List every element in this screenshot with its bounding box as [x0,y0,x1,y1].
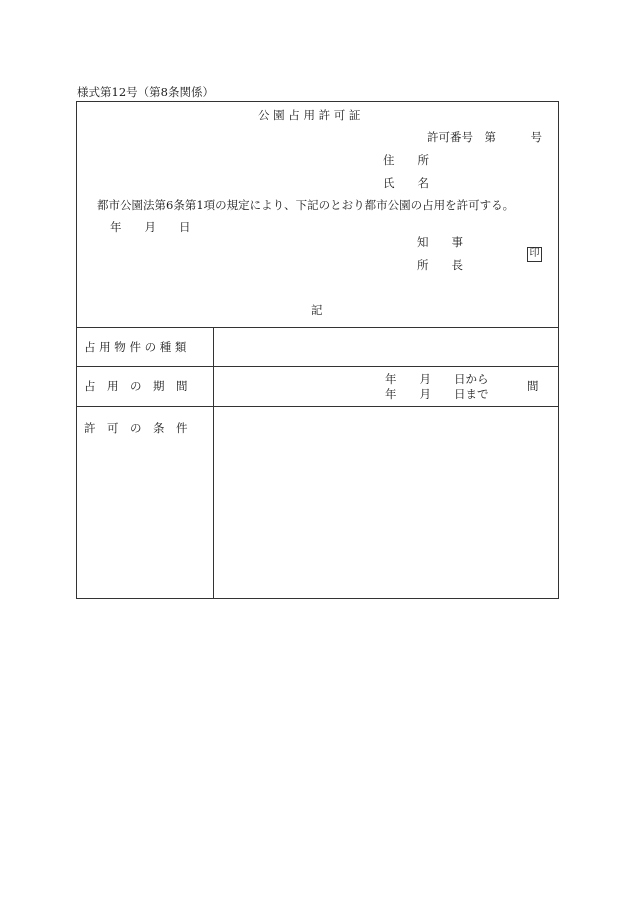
table-top-rule [76,327,558,328]
seal-mark: 印 [527,247,542,262]
governor-label: 知 事 [417,235,463,249]
record-label: 記 [311,303,323,317]
table-row-permit-conditions: 許 可 の 条 件 [84,421,188,435]
table-row-occupancy-period: 占 用 の 期 間 [84,379,188,393]
table-row-rule-1 [76,366,558,367]
table-row-rule-2 [76,406,558,407]
document-title: 公 園 占 用 許 可 証 [258,108,361,122]
form-label: 様式第12号（第8条関係） [77,85,214,99]
table-row-occupied-item: 占 用 物 件 の 種 類 [84,340,187,354]
issue-date: 年 月 日 [110,220,191,234]
name-label: 氏 名 [383,176,429,190]
address-label: 住 所 [383,153,429,167]
director-label: 所 長 [417,258,463,272]
period-unit: 間 [527,379,539,393]
period-to: 年 月 日まで [385,387,489,401]
table-column-divider [213,327,214,598]
permit-number: 許可番号 第 号 [427,130,542,144]
period-from: 年 月 日から [385,372,489,386]
body-text: 都市公園法第6条第1項の規定により、下記のとおり都市公園の占用を許可する。 [97,198,515,212]
